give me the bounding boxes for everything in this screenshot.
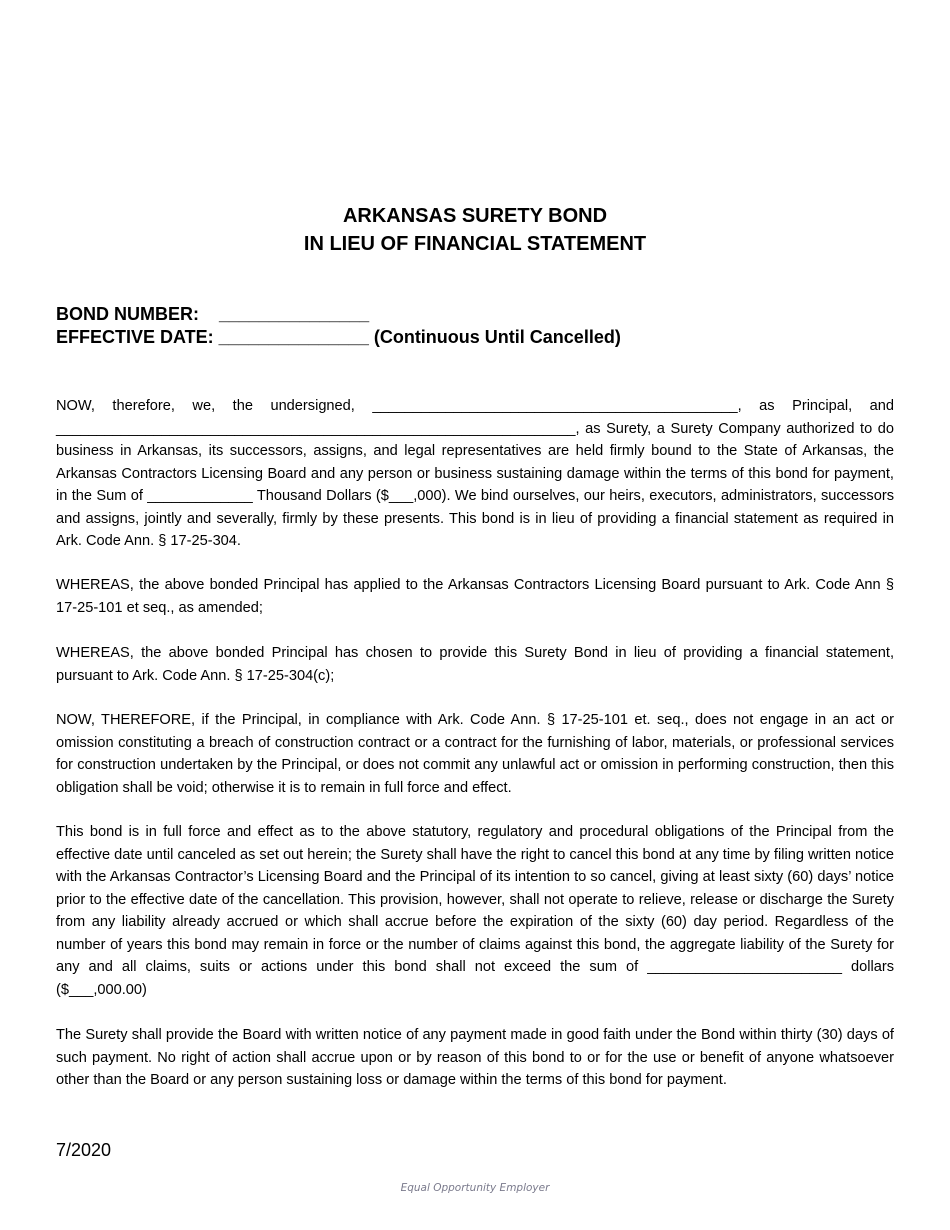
document-title: ARKANSAS SURETY BOND [342,205,608,227]
paragraph-now-therefore: NOW, THEREFORE, if the Principal, in compliance with Ark. Code Ann. § 17-25-101 et. seq., does not engage in an act or omission constituting a breach of construction contract or a contract for the furnishing of labor, materials, or professional services for construction undertaken by the Principal, or does not commit any unlawful act or omission in performing construction, then this obligation shall be void; otherwise it is to remain in full force and effect. [56,712,894,796]
effective-date-line: EFFECTIVE DATE: _______________ (Continuous Until Cancelled) [56,327,621,347]
paragraph-obligation: NOW, therefore, we, the undersigned, _____________________________________________, as Principal, and ________________________________________________________________, as Surety, a Surety Company authorized to do business in Arkansas, its successors, assigns, and legal representatives are held firmly bound to the State of Arkansas, the Arkansas Contractors Licensing Board and any person or business sustaining damage within the terms of this bond for payment, in the Sum of _____________ Thousand Dollars ($___,000). We bind ourselves, our heirs, executors, administrators, successors and assigns, jointly and severally, firmly by these presents. This bond is in lieu of providing a financial statement as required in Ark. Code Ann. § 17-25-304. [56,398,894,549]
bond-number-line: BOND NUMBER: _______________ [56,304,370,324]
footer-text: Equal Opportunity Employer [400,1182,550,1194]
paragraph-whereas-chosen: WHEREAS, the above bonded Principal has chosen to provide this Surety Bond in lieu of providing a financial statement, pursuant to Ark. Code Ann. § 17-25-304(c); [56,645,894,684]
document-subtitle: IN LIEU OF FINANCIAL STATEMENT [303,233,647,255]
paragraph-full-force: This bond is in full force and effect as to the above statutory, regulatory and procedural obligations of the Principal from the effective date until canceled as set out herein; the Surety shall have the right to cancel this bond at any time by filing written notice with the Arkansas Contractor’s Licensing Board and the Principal of its intention to so cancel, giving at least sixty (60) days’ notice prior to the effective date of the cancellation. This provision, however, shall not operate to relieve, release or discharge the Surety from any liability already accrued or which shall accrue before the expiration of the sixty (60) day period. Regardless of the number of years this bond may remain in force or the number of claims against this bond, the aggregate liability of the Surety for any and all claims, suits or actions under this bond shall not exceed the sum of ________________________ dollars ($___,000.00) [56,824,894,998]
revision-date: 7/2020 [56,1140,112,1160]
paragraph-surety-notice: The Surety shall provide the Board with written notice of any payment made in good faith under the Bond within thirty (30) days of such payment. No right of action shall accrue upon or by reason of this bond to or for the use or benefit of anyone whatsoever other than the Board or any person sustaining loss or damage within the terms of this bond for payment. [56,1027,894,1088]
paragraph-whereas-applied: WHEREAS, the above bonded Principal has applied to the Arkansas Contractors Licensing Board pursuant to Ark. Code Ann § 17-25-101 et seq., as amended; [56,577,894,616]
